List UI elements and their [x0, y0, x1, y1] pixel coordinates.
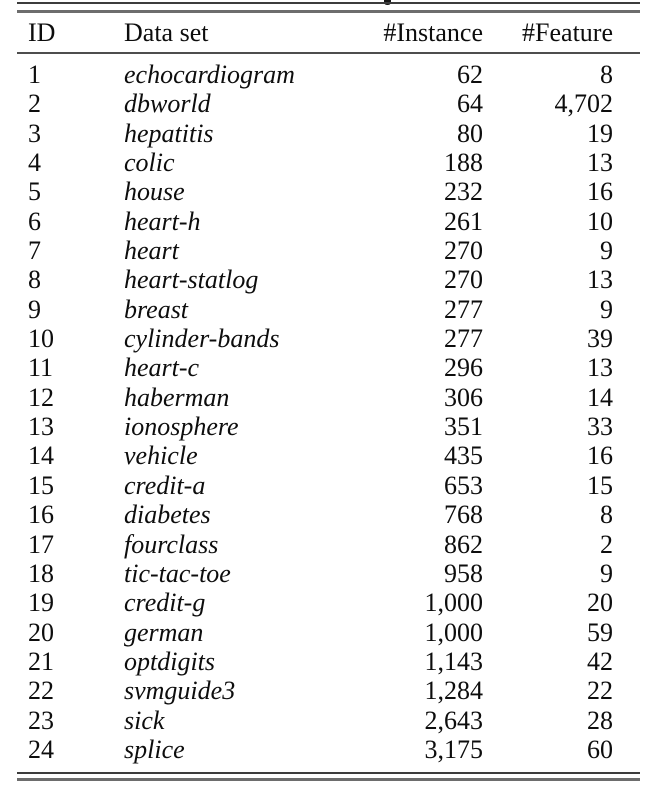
- row-features-cell: 28: [587, 705, 613, 735]
- row-instances-cell: 296: [444, 353, 483, 383]
- row-id-cell: 13: [28, 412, 54, 442]
- row-features-cell: 10: [587, 206, 613, 236]
- table-row: [0, 530, 658, 559]
- table-row: [0, 236, 658, 265]
- table-row: [0, 207, 658, 236]
- row-dataset-cell: german: [124, 617, 204, 647]
- table-row: [0, 559, 658, 588]
- row-id-cell: 19: [28, 588, 54, 618]
- row-features-cell: 16: [587, 177, 613, 207]
- row-id-cell: 23: [28, 705, 54, 735]
- row-features-cell: 33: [587, 412, 613, 442]
- column-header-id: ID: [28, 18, 56, 47]
- row-features-cell: 20: [587, 588, 613, 618]
- row-dataset-cell: tic-tac-toe: [124, 558, 231, 588]
- table-row: [0, 500, 658, 529]
- row-id-cell: 5: [28, 177, 41, 207]
- row-dataset-cell: hepatitis: [124, 118, 214, 148]
- row-instances-cell: 232: [444, 177, 483, 207]
- column-header-features: #Feature: [522, 18, 613, 47]
- row-instances-cell: 277: [444, 294, 483, 324]
- row-features-cell: 19: [587, 118, 613, 148]
- table-row: [0, 471, 658, 500]
- table-row: [0, 441, 658, 470]
- table-row: [0, 706, 658, 735]
- row-dataset-cell: haberman: [124, 382, 230, 412]
- row-features-cell: 13: [587, 353, 613, 383]
- table-row: [0, 383, 658, 412]
- row-id-cell: 6: [28, 206, 41, 236]
- row-instances-cell: 64: [457, 89, 483, 119]
- row-id-cell: 10: [28, 324, 54, 354]
- row-id-cell: 11: [28, 353, 54, 383]
- row-dataset-cell: vehicle: [124, 441, 198, 471]
- row-dataset-cell: dbworld: [124, 89, 211, 119]
- row-instances-cell: 1,143: [424, 646, 483, 676]
- row-id-cell: 14: [28, 441, 54, 471]
- table-row: [0, 295, 658, 324]
- row-features-cell: 42: [587, 646, 613, 676]
- row-instances-cell: 2,643: [424, 705, 483, 735]
- table-body: [0, 60, 658, 764]
- column-header-instances: #Instance: [383, 18, 483, 47]
- row-dataset-cell: house: [124, 177, 185, 207]
- row-id-cell: 9: [28, 294, 41, 324]
- row-dataset-cell: sick: [124, 705, 165, 735]
- row-instances-cell: 1,000: [424, 617, 483, 647]
- table-row: [0, 119, 658, 148]
- row-instances-cell: 768: [444, 500, 483, 530]
- row-dataset-cell: echocardiogram: [124, 60, 295, 89]
- table-bottom-rule-thin: [17, 772, 640, 774]
- row-id-cell: 18: [28, 558, 54, 588]
- row-features-cell: 9: [600, 294, 613, 324]
- row-instances-cell: 3,175: [424, 734, 483, 764]
- row-id-cell: 20: [28, 617, 54, 647]
- row-dataset-cell: credit-a: [124, 470, 206, 500]
- row-features-cell: 15: [587, 470, 613, 500]
- table-row: [0, 177, 658, 206]
- row-id-cell: 1: [28, 60, 41, 89]
- row-features-cell: 9: [600, 558, 613, 588]
- row-dataset-cell: heart-h: [124, 206, 201, 236]
- row-features-cell: 22: [587, 676, 613, 706]
- row-features-cell: 8: [600, 500, 613, 530]
- row-instances-cell: 62: [457, 60, 483, 89]
- row-features-cell: 8: [600, 60, 613, 89]
- table-row: [0, 60, 658, 89]
- row-instances-cell: 351: [444, 412, 483, 442]
- row-id-cell: 12: [28, 382, 54, 412]
- row-dataset-cell: svmguide3: [124, 676, 236, 706]
- table-row: [0, 265, 658, 294]
- row-dataset-cell: breast: [124, 294, 189, 324]
- table-top-rule-thin: [17, 2, 640, 4]
- row-instances-cell: 261: [444, 206, 483, 236]
- table-bottom-rule-thick: [17, 778, 640, 781]
- table-row: [0, 353, 658, 382]
- table-row: [0, 735, 658, 764]
- row-dataset-cell: heart-statlog: [124, 265, 259, 295]
- table-row: [0, 148, 658, 177]
- table-row: [0, 412, 658, 441]
- row-dataset-cell: credit-g: [124, 588, 206, 618]
- table-row: [0, 324, 658, 353]
- row-instances-cell: 1,284: [424, 676, 483, 706]
- table-row: [0, 676, 658, 705]
- row-dataset-cell: heart: [124, 236, 179, 266]
- row-id-cell: 21: [28, 646, 54, 676]
- row-id-cell: 4: [28, 148, 41, 178]
- header-separator-rule: [17, 52, 640, 54]
- row-id-cell: 24: [28, 734, 54, 764]
- row-features-cell: 9: [600, 236, 613, 266]
- row-id-cell: 7: [28, 236, 41, 266]
- row-instances-cell: 306: [444, 382, 483, 412]
- table-row: [0, 89, 658, 118]
- row-instances-cell: 862: [444, 529, 483, 559]
- table-row: [0, 618, 658, 647]
- row-features-cell: 60: [587, 734, 613, 764]
- row-id-cell: 2: [28, 89, 41, 119]
- row-instances-cell: 435: [444, 441, 483, 471]
- row-id-cell: 17: [28, 529, 54, 559]
- row-features-cell: 39: [587, 324, 613, 354]
- row-id-cell: 15: [28, 470, 54, 500]
- row-features-cell: 59: [587, 617, 613, 647]
- row-instances-cell: 958: [444, 558, 483, 588]
- row-features-cell: 14: [587, 382, 613, 412]
- row-id-cell: 16: [28, 500, 54, 530]
- row-instances-cell: 270: [444, 265, 483, 295]
- table-row: [0, 588, 658, 617]
- row-dataset-cell: cylinder-bands: [124, 324, 280, 354]
- table-header-row: [0, 13, 658, 52]
- column-header-dataset: Data set: [124, 18, 209, 47]
- row-instances-cell: 653: [444, 470, 483, 500]
- row-id-cell: 8: [28, 265, 41, 295]
- row-dataset-cell: diabetes: [124, 500, 211, 530]
- row-dataset-cell: ionosphere: [124, 412, 239, 442]
- row-dataset-cell: splice: [124, 734, 185, 764]
- row-dataset-cell: optdigits: [124, 646, 216, 676]
- row-instances-cell: 270: [444, 236, 483, 266]
- row-features-cell: 2: [600, 529, 613, 559]
- row-id-cell: 3: [28, 118, 41, 148]
- row-id-cell: 22: [28, 676, 54, 706]
- row-dataset-cell: heart-c: [124, 353, 200, 383]
- row-features-cell: 4,702: [554, 89, 613, 119]
- row-instances-cell: 277: [444, 324, 483, 354]
- row-dataset-cell: colic: [124, 148, 175, 178]
- row-instances-cell: 80: [457, 118, 483, 148]
- row-instances-cell: 1,000: [424, 588, 483, 618]
- row-dataset-cell: fourclass: [124, 529, 219, 559]
- row-instances-cell: 188: [444, 148, 483, 178]
- table-row: [0, 647, 658, 676]
- row-features-cell: 13: [587, 148, 613, 178]
- row-features-cell: 16: [587, 441, 613, 471]
- row-features-cell: 13: [587, 265, 613, 295]
